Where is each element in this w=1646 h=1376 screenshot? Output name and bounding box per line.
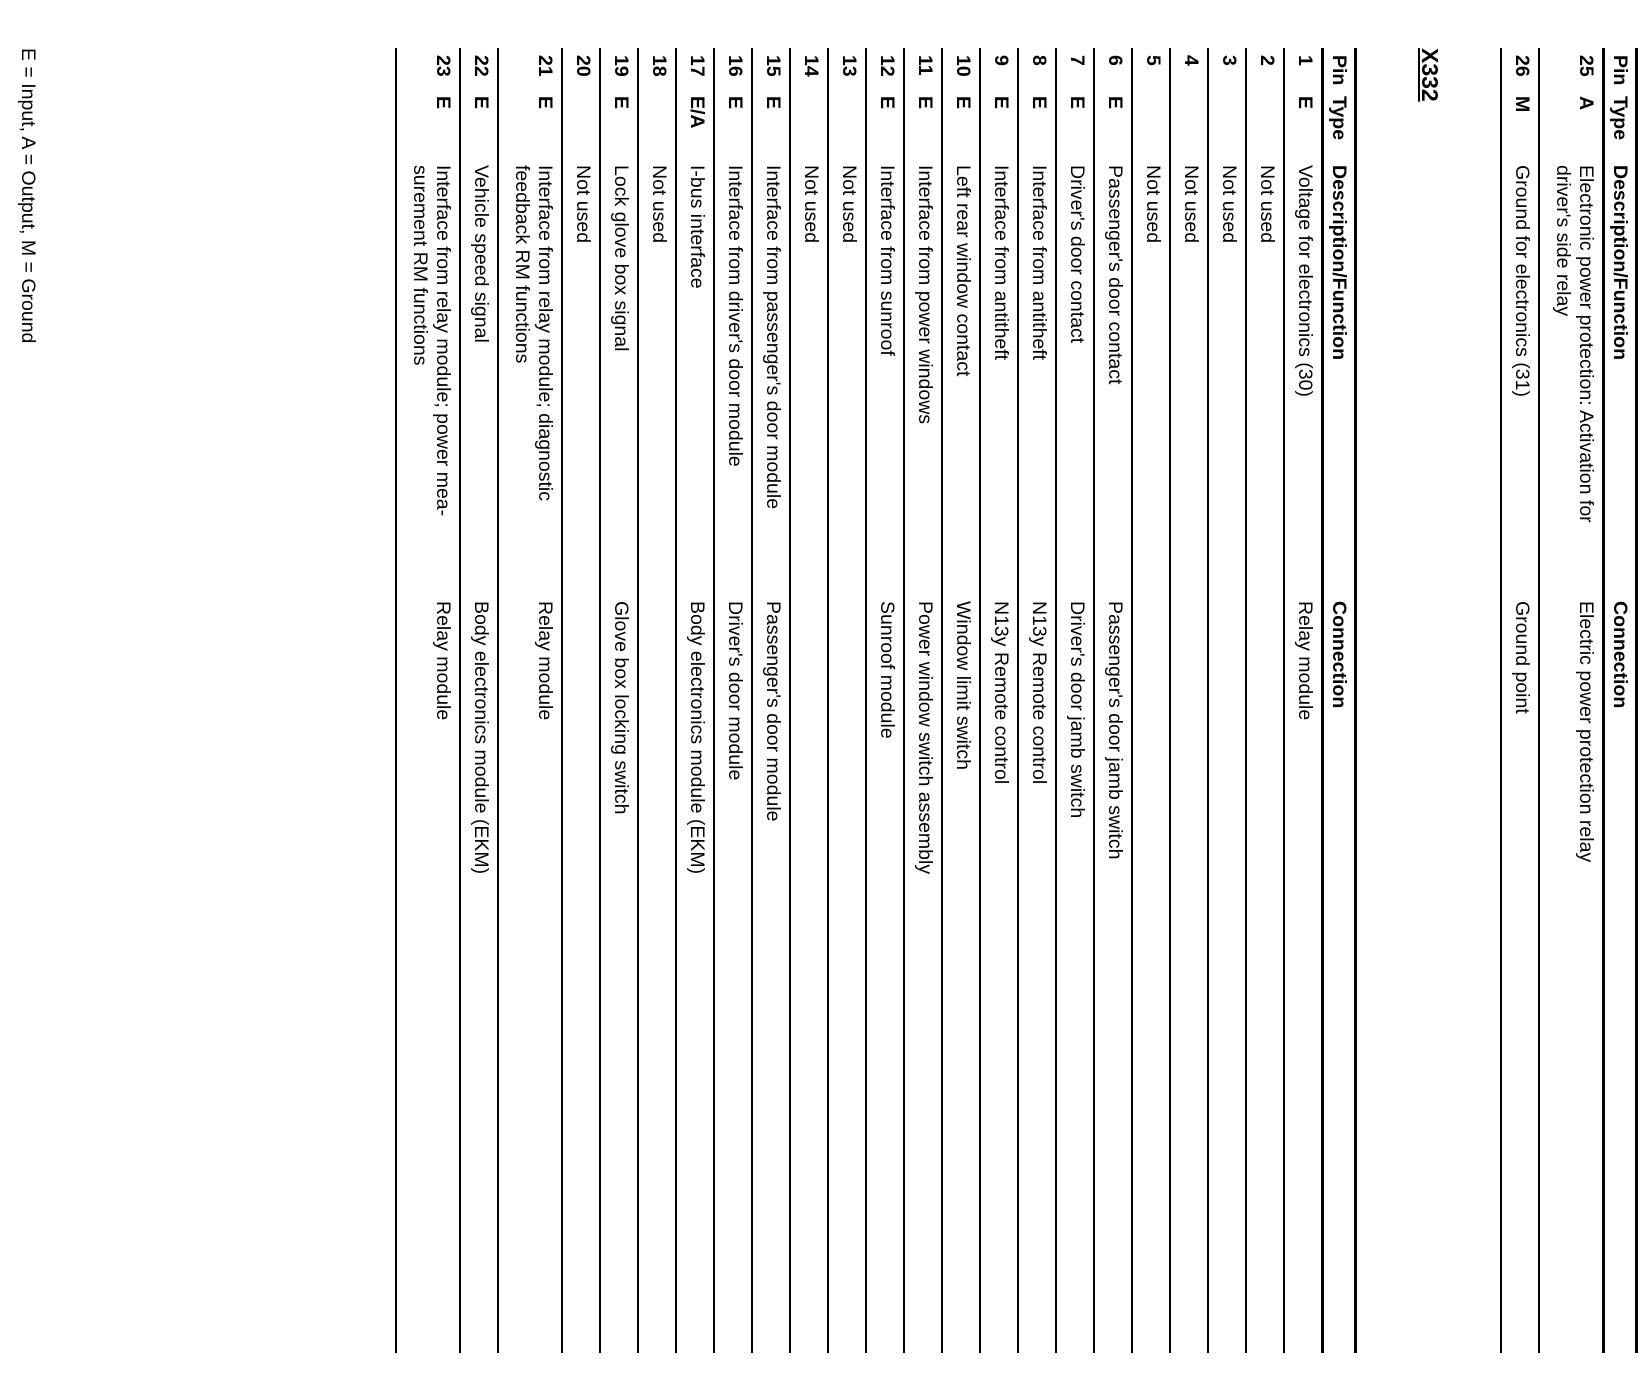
connection-cell: Driver's door jamb switch <box>1066 601 1088 819</box>
table-row <box>789 48 827 1353</box>
table-row <box>751 48 789 1353</box>
description-cell <box>875 165 898 356</box>
pin-cell: 13 <box>838 55 860 77</box>
pin-cell: 2 <box>1256 55 1278 66</box>
header-pin: Pin <box>1609 55 1631 86</box>
description-line: driver's side relay <box>1552 165 1574 317</box>
pin-cell: 25 <box>1575 55 1597 77</box>
connection-cell: N13y Remote control <box>990 601 1012 785</box>
description-cell <box>989 165 1012 360</box>
description-cell <box>1103 165 1126 384</box>
pin-cell: 15 <box>762 55 784 77</box>
connection-cell: Ground point <box>1511 601 1533 714</box>
pin-cell: 9 <box>990 55 1012 66</box>
table-row <box>599 48 637 1353</box>
pin-cell: 20 <box>572 55 594 77</box>
description-cell <box>1217 165 1240 243</box>
pin-cell: 8 <box>1028 55 1050 66</box>
connection-cell: Sunroof module <box>876 601 898 739</box>
description-cell <box>469 165 492 343</box>
description-cell <box>951 165 974 376</box>
type-cell: E <box>914 96 936 110</box>
type-cell: E <box>1294 96 1316 110</box>
description-line: Interface from sunroof <box>876 165 898 356</box>
type-cell: E/A <box>686 96 708 129</box>
description-cell <box>408 165 454 516</box>
table-row <box>827 48 865 1353</box>
description-cell <box>1065 165 1088 343</box>
connection-cell: Relay module <box>1294 601 1316 721</box>
connection-cell: Relay module <box>432 601 454 721</box>
type-cell: E <box>432 96 454 110</box>
description-line: Not used <box>648 165 670 244</box>
table-row <box>561 48 599 1353</box>
type-cell: M <box>1511 96 1533 113</box>
description-line: Interface from relay module; power mea- <box>432 165 454 517</box>
header-description: Description/Function <box>1609 165 1631 360</box>
type-cell: E <box>610 96 632 110</box>
description-line: Voltage for electronics (30) <box>1294 165 1316 397</box>
table-row <box>1131 48 1169 1353</box>
type-cell: E <box>534 96 556 110</box>
description-line: Interface from power windows <box>914 165 936 425</box>
header-description: Description/Function <box>1328 165 1350 360</box>
connection-cell: Driver's door module <box>724 601 746 781</box>
connection-cell: Power window switch assembly <box>914 601 936 875</box>
connection-cell: Window limit switch <box>952 601 974 771</box>
header-connection: Connection <box>1328 601 1350 709</box>
description-cell <box>799 165 822 243</box>
type-cell: E <box>1028 96 1050 110</box>
description-line: Electronic power protection: Activation for <box>1575 165 1597 523</box>
description-line: Driver's door contact <box>1066 165 1088 344</box>
table-row <box>1500 48 1538 1353</box>
description-cell <box>609 165 632 351</box>
description-cell <box>723 165 746 467</box>
description-line: Not used <box>1256 165 1278 244</box>
connection-cell: N13y Remote control <box>1028 601 1050 785</box>
type-cell: E <box>952 96 974 110</box>
table-row <box>395 48 459 1353</box>
pin-cell: 23 <box>432 55 454 77</box>
description-cell <box>1027 165 1050 360</box>
pin-cell: 14 <box>800 55 822 77</box>
description-cell <box>1255 165 1278 243</box>
header-connection: Connection <box>1609 601 1631 709</box>
table-row <box>497 48 561 1353</box>
type-cell: E <box>762 96 784 110</box>
type-cell: E <box>1104 96 1126 110</box>
table-row <box>941 48 979 1353</box>
header-type: Type <box>1609 96 1631 141</box>
table-row <box>1169 48 1207 1353</box>
description-cell <box>837 165 860 243</box>
header-pin: Pin <box>1328 55 1350 86</box>
pin-cell: 18 <box>648 55 670 77</box>
connection-cell: Passenger's door jamb switch <box>1104 601 1126 860</box>
description-cell <box>571 165 594 243</box>
type-cell: E <box>724 96 746 110</box>
connection-cell: Relay module <box>534 601 556 721</box>
description-cell <box>510 165 556 501</box>
pin-cell: 6 <box>1104 55 1126 66</box>
description-line: Interface from antitheft <box>990 165 1012 361</box>
pin-cell: 7 <box>1066 55 1088 66</box>
table-row <box>1283 48 1321 1353</box>
table-header <box>1321 48 1354 1353</box>
description-cell <box>1551 165 1597 523</box>
table-row <box>1093 48 1131 1353</box>
connection-cell: Glove box locking switch <box>610 601 632 815</box>
description-line: Not used <box>572 165 594 244</box>
table-row <box>713 48 751 1353</box>
description-cell <box>1141 165 1164 243</box>
pin-cell: 16 <box>724 55 746 77</box>
description-line: Not used <box>838 165 860 244</box>
connector-title: X332 <box>1417 48 1443 102</box>
pin-cell: 5 <box>1142 55 1164 66</box>
description-line: Passenger's door contact <box>1104 165 1126 385</box>
pin-cell: 22 <box>470 55 492 77</box>
description-cell <box>685 165 708 289</box>
description-line: Interface from passenger's door module <box>762 165 784 510</box>
description-line: Left rear window contact <box>952 165 974 377</box>
table-row <box>675 48 713 1353</box>
pin-cell: 17 <box>686 55 708 77</box>
pin-cell: 19 <box>610 55 632 77</box>
description-cell <box>761 165 784 509</box>
pin-cell: 26 <box>1511 55 1533 77</box>
pin-table-continued <box>1500 48 1638 1353</box>
description-line: Interface from relay module; diagnostic <box>534 165 556 501</box>
pin-cell: 11 <box>914 55 936 76</box>
description-line: Vehicle speed signal <box>470 165 492 343</box>
type-cell: E <box>990 96 1012 110</box>
connection-cell: Passenger's door module <box>762 601 784 822</box>
table-row <box>979 48 1017 1353</box>
type-cell: E <box>1066 96 1088 110</box>
pin-cell: 10 <box>952 55 974 77</box>
table-row <box>1207 48 1245 1353</box>
description-cell <box>913 165 936 424</box>
description-line: Interface from antitheft <box>1028 165 1050 361</box>
description-line: Interface from driver's door module <box>724 165 746 467</box>
description-cell <box>1179 165 1202 243</box>
table-row <box>1538 48 1602 1353</box>
table-row <box>1017 48 1055 1353</box>
table-row <box>459 48 497 1353</box>
description-line: Not used <box>800 165 822 244</box>
description-line: I-bus interface <box>686 165 708 289</box>
table-row <box>865 48 903 1353</box>
pin-cell: 1 <box>1294 55 1316 66</box>
pin-cell: 12 <box>876 55 898 77</box>
connection-cell: Electric power protection relay <box>1575 601 1597 863</box>
type-legend: E = Input, A = Output, M = Ground <box>17 48 39 344</box>
pin-cell: 21 <box>534 55 556 77</box>
pin-cell: 4 <box>1180 55 1202 66</box>
table-row <box>1055 48 1093 1353</box>
description-line: Ground for electronics (31) <box>1511 165 1533 397</box>
description-cell <box>1293 165 1316 397</box>
pin-table-x332 <box>395 48 1357 1353</box>
description-line: feedback RM functions <box>511 165 533 364</box>
type-cell: A <box>1575 96 1597 111</box>
pin-cell: 3 <box>1218 55 1240 66</box>
connection-cell: Body electronics module (EKM) <box>470 601 492 875</box>
header-type: Type <box>1328 96 1350 141</box>
description-cell <box>647 165 670 243</box>
description-line: Lock glove box signal <box>610 165 632 352</box>
description-cell <box>1510 165 1533 397</box>
table-row <box>903 48 941 1353</box>
description-line: surement RM functions <box>409 165 431 366</box>
table-row <box>1245 48 1283 1353</box>
connection-cell: Body electronics module (EKM) <box>686 601 708 875</box>
table-row <box>637 48 675 1353</box>
description-line: Not used <box>1142 165 1164 244</box>
description-line: Not used <box>1180 165 1202 244</box>
type-cell: E <box>876 96 898 110</box>
table-header <box>1602 48 1635 1353</box>
type-cell: E <box>470 96 492 110</box>
description-line: Not used <box>1218 165 1240 244</box>
